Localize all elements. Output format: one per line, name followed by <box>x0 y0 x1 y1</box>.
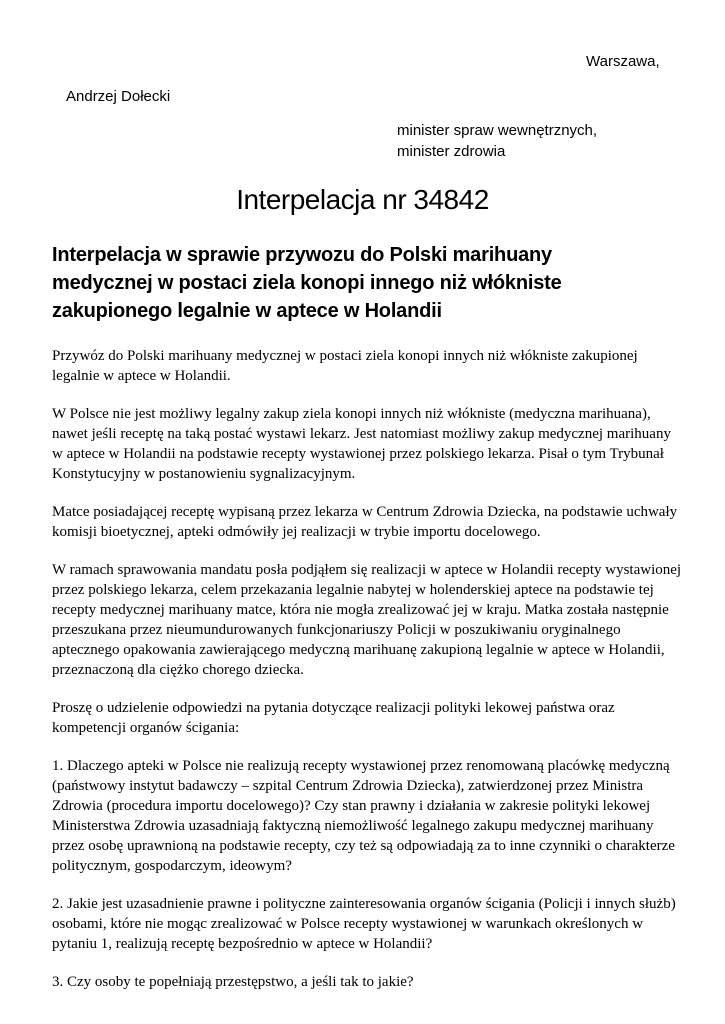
body-paragraph: Przywóz do Polski marihuany medycznej w postaci ziela konopi innych niż włókniste zakupionej legalnie w aptece w Holandii. <box>52 348 638 384</box>
question-paragraph: 1. Dlaczego apteki w Polsce nie realizują recepty wystawionej przez renomowaną placówkę medyczną (państwowy instytut badawczy – szpital Centrum Zdrowia Dziecka), zatwierdzonej przez Ministra Zdrowia (procedura importu docelowego)? Czy stan prawny i działania w zakresie polityki lekowej Ministerstwa Zdrowia uzasadniają faktyczną niemożliwość legalnego zakupu medycznej marihuany przez osobę uprawnioną na podstawie recepty, czy też są odpowiadają za to inne czynniki o charakterze politycznym, gospodarczym, ideowym? <box>52 758 675 874</box>
question-paragraph: 3. Czy osoby te popełniają przestępstwo, a jeśli tak to jakie? <box>52 974 414 990</box>
document-body <box>52 346 682 1010</box>
document-subtitle: Interpelacja w sprawie przywozu do Polski marihuany medycznej w postaci ziela konopi innego niż włókniste zakupionego legalnie w aptece w Holandii <box>52 244 562 322</box>
document-title: Interpelacja nr 34842 <box>236 184 489 215</box>
body-paragraph: Matce posiadającej receptę wypisaną przez lekarza w Centrum Zdrowia Dziecka, na podstawie uchwały komisji bioetycznej, apteki odmówiły jej realizacji w trybie importu docelowego. <box>52 504 678 540</box>
body-paragraph: Proszę o udzielenie odpowiedzi na pytania dotyczące realizacji polityki lekowej państwa oraz kompetencji organów ścigania: <box>52 700 615 736</box>
question-paragraph: 2. Jakie jest uzasadnienie prawne i polityczne zainteresowania organów ścigania (Policji i innych służb) osobami, które nie mogąc zrealizować w Polsce recepty wystawionej w warunkach określonych w pytaniu 1, realizują receptę bezpośrednio w aptece w Holandii? <box>52 896 676 952</box>
body-paragraph: W Polsce nie jest możliwy legalny zakup ziela konopi innych niż włókniste (medyczna marihuana), nawet jeśli receptę na taką postać wystawi lekarz. Jest natomiast możliwy zakup medycznej marihuany w aptece w Holandii na podstawie recepty wystawionej przez polskiego lekarza. Pisał o tym Trybunał Konstytucyjny w postanowieniu sygnalizacyjnym. <box>52 406 671 482</box>
author-name: Andrzej Dołecki <box>66 88 171 105</box>
addressee-line: minister zdrowia <box>397 143 506 160</box>
addressees-block <box>397 120 597 162</box>
addressee-line: minister spraw wewnętrznych, <box>397 122 598 139</box>
body-paragraph: W ramach sprawowania mandatu posła podjąłem się realizacji w aptece w Holandii recepty wystawionej przez polskiego lekarza, celem przekazania legalnie nabytej w holenderskiej aptece na podstawie tej recepty medycznej marihuany matce, która nie mogła zrealizować jej w kraju. Matka została następnie przeszukana przez nieumundurowanych funkcjonariuszy Policji w poszukiwaniu oryginalnego aptecznego opakowania zawierającego medyczną marihuanę zakupioną legalnie w aptece w Holandii, przeznaczoną dla ciężko chorego dziecka. <box>52 562 682 678</box>
place-and-date: Warszawa, <box>586 53 660 70</box>
